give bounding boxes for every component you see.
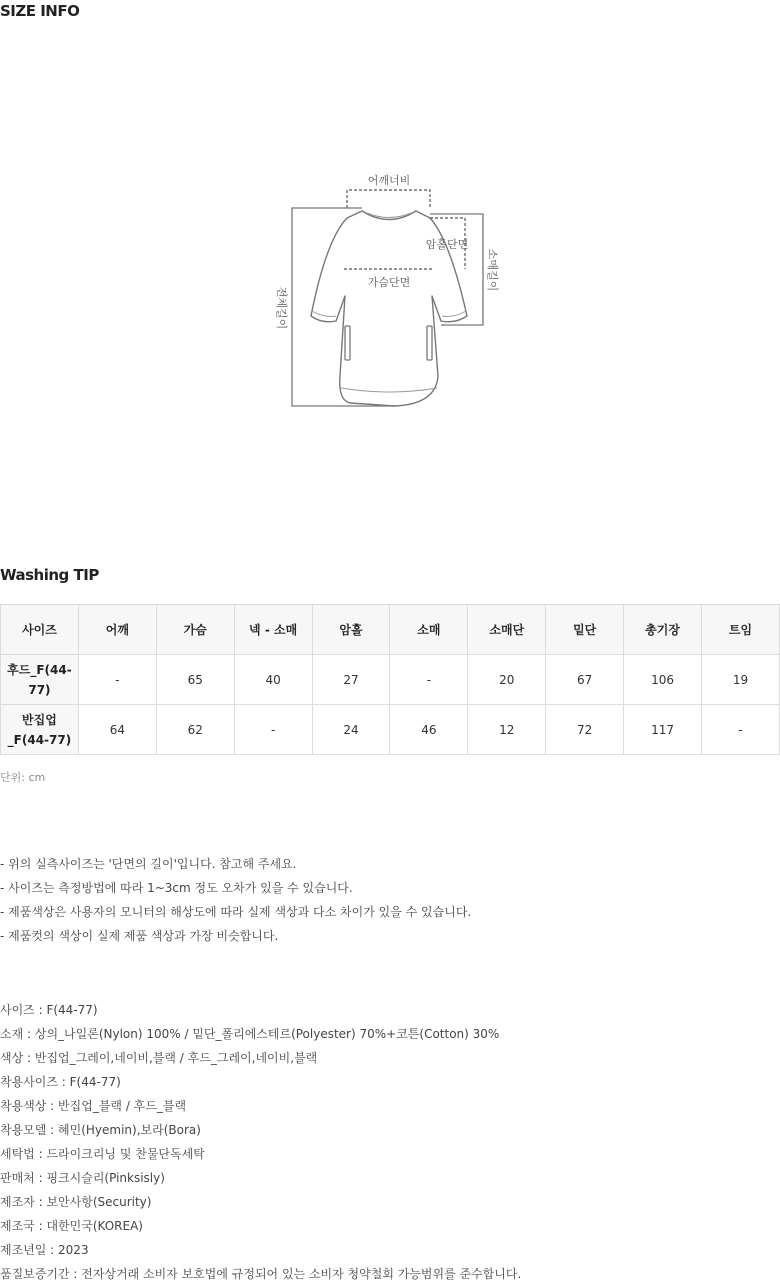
right-pocket-icon [427,326,432,360]
unit-note: 단위: cm [0,771,46,784]
table-cell: 64 [78,705,156,755]
table-cell: 40 [234,655,312,705]
table-cell: 117 [624,705,702,755]
spec-warranty: 품질보증기간 : 전자상거래 소비자 보호법에 규정되어 있는 소비자 청약철회 가능범위를 준수합니다. [0,1267,522,1281]
row-size-name: 반집업_F(44-77) [1,705,79,755]
product-spec-list [0,998,521,1286]
table-cell: 62 [156,705,234,755]
table-header-row [1,605,780,655]
size-info-title: SIZE INFO [0,2,80,20]
header-shoulder: 어깨 [78,605,156,655]
spec-material: 소재 : 상의_나일론(Nylon) 100% / 밑단_폴리에스테르(Polyester) 70%+코튼(Cotton) 30% [0,1027,500,1041]
spec-size: 사이즈 : F(44-77) [0,1003,98,1017]
table-cell: 65 [156,655,234,705]
left-pocket-icon [345,326,350,360]
table-cell: - [234,705,312,755]
sleeve-length-label: 소매길이 [486,248,499,292]
spec-model: 착용모델 : 혜민(Hyemin),보라(Bora) [0,1123,201,1137]
spec-manufacturer: 제조자 : 보안사항(Security) [0,1195,152,1209]
garment-size-diagram [260,165,520,415]
total-length-label: 전체길이 [275,286,288,330]
header-total-length: 총기장 [624,605,702,655]
table-cell: 12 [468,705,546,755]
size-table [0,604,780,755]
header-size: 사이즈 [1,605,79,655]
table-cell: - [702,705,780,755]
chest-label: 가슴단면 [367,276,411,289]
table-cell: 24 [312,705,390,755]
header-neck-sleeve: 넥 - 소매 [234,605,312,655]
header-sleeve-cuff: 소매단 [468,605,546,655]
header-hem: 밑단 [546,605,624,655]
header-sleeve: 소매 [390,605,468,655]
shoulder-label: 어깨너비 [367,174,411,187]
spec-washing: 세탁법 : 드라이크리닝 및 찬물단독세탁 [0,1147,205,1161]
table-row [1,655,780,705]
table-cell: 67 [546,655,624,705]
spec-seller: 판매처 : 핑크시슬리(Pinksisly) [0,1171,165,1185]
header-armhole: 암홀 [312,605,390,655]
table-cell: 46 [390,705,468,755]
table-cell: 106 [624,655,702,705]
washing-tip-title: Washing TIP [0,566,99,584]
list-item: - 사이즈는 측정방법에 따라 1~3cm 정도 오차가 있을 수 있습니다. [0,881,353,895]
table-cell: 20 [468,655,546,705]
table-cell: 27 [312,655,390,705]
header-chest: 가슴 [156,605,234,655]
table-row [1,705,780,755]
row-size-name: 후드_F(44-77) [1,655,79,705]
spec-year: 제조년일 : 2023 [0,1243,89,1257]
spec-country: 제조국 : 대한민국(KOREA) [0,1219,143,1233]
table-cell: - [390,655,468,705]
table-cell: 19 [702,655,780,705]
table-cell: 72 [546,705,624,755]
spec-worn-size: 착용사이즈 : F(44-77) [0,1075,121,1089]
spec-worn-color: 착용색상 : 반집업_블랙 / 후드_블랙 [0,1099,187,1113]
shoulder-measure-line [347,190,430,208]
list-item: - 제품색상은 사용자의 모니터의 해상도에 따라 실제 색상과 다소 차이가 있을 수 있습니다. [0,905,472,919]
size-notes-list [0,852,471,948]
list-item: - 제품컷의 색상이 실제 제품 색상과 가장 비슷합니다. [0,929,279,943]
table-cell: - [78,655,156,705]
list-item: - 위의 실측사이즈는 '단면의 길이'입니다. 참고해 주세요. [0,857,297,871]
armhole-label: 암홀단면 [425,238,469,251]
spec-color: 색상 : 반집업_그레이,네이비,블랙 / 후드_그레이,네이비,블랙 [0,1051,318,1065]
header-slit: 트임 [702,605,780,655]
